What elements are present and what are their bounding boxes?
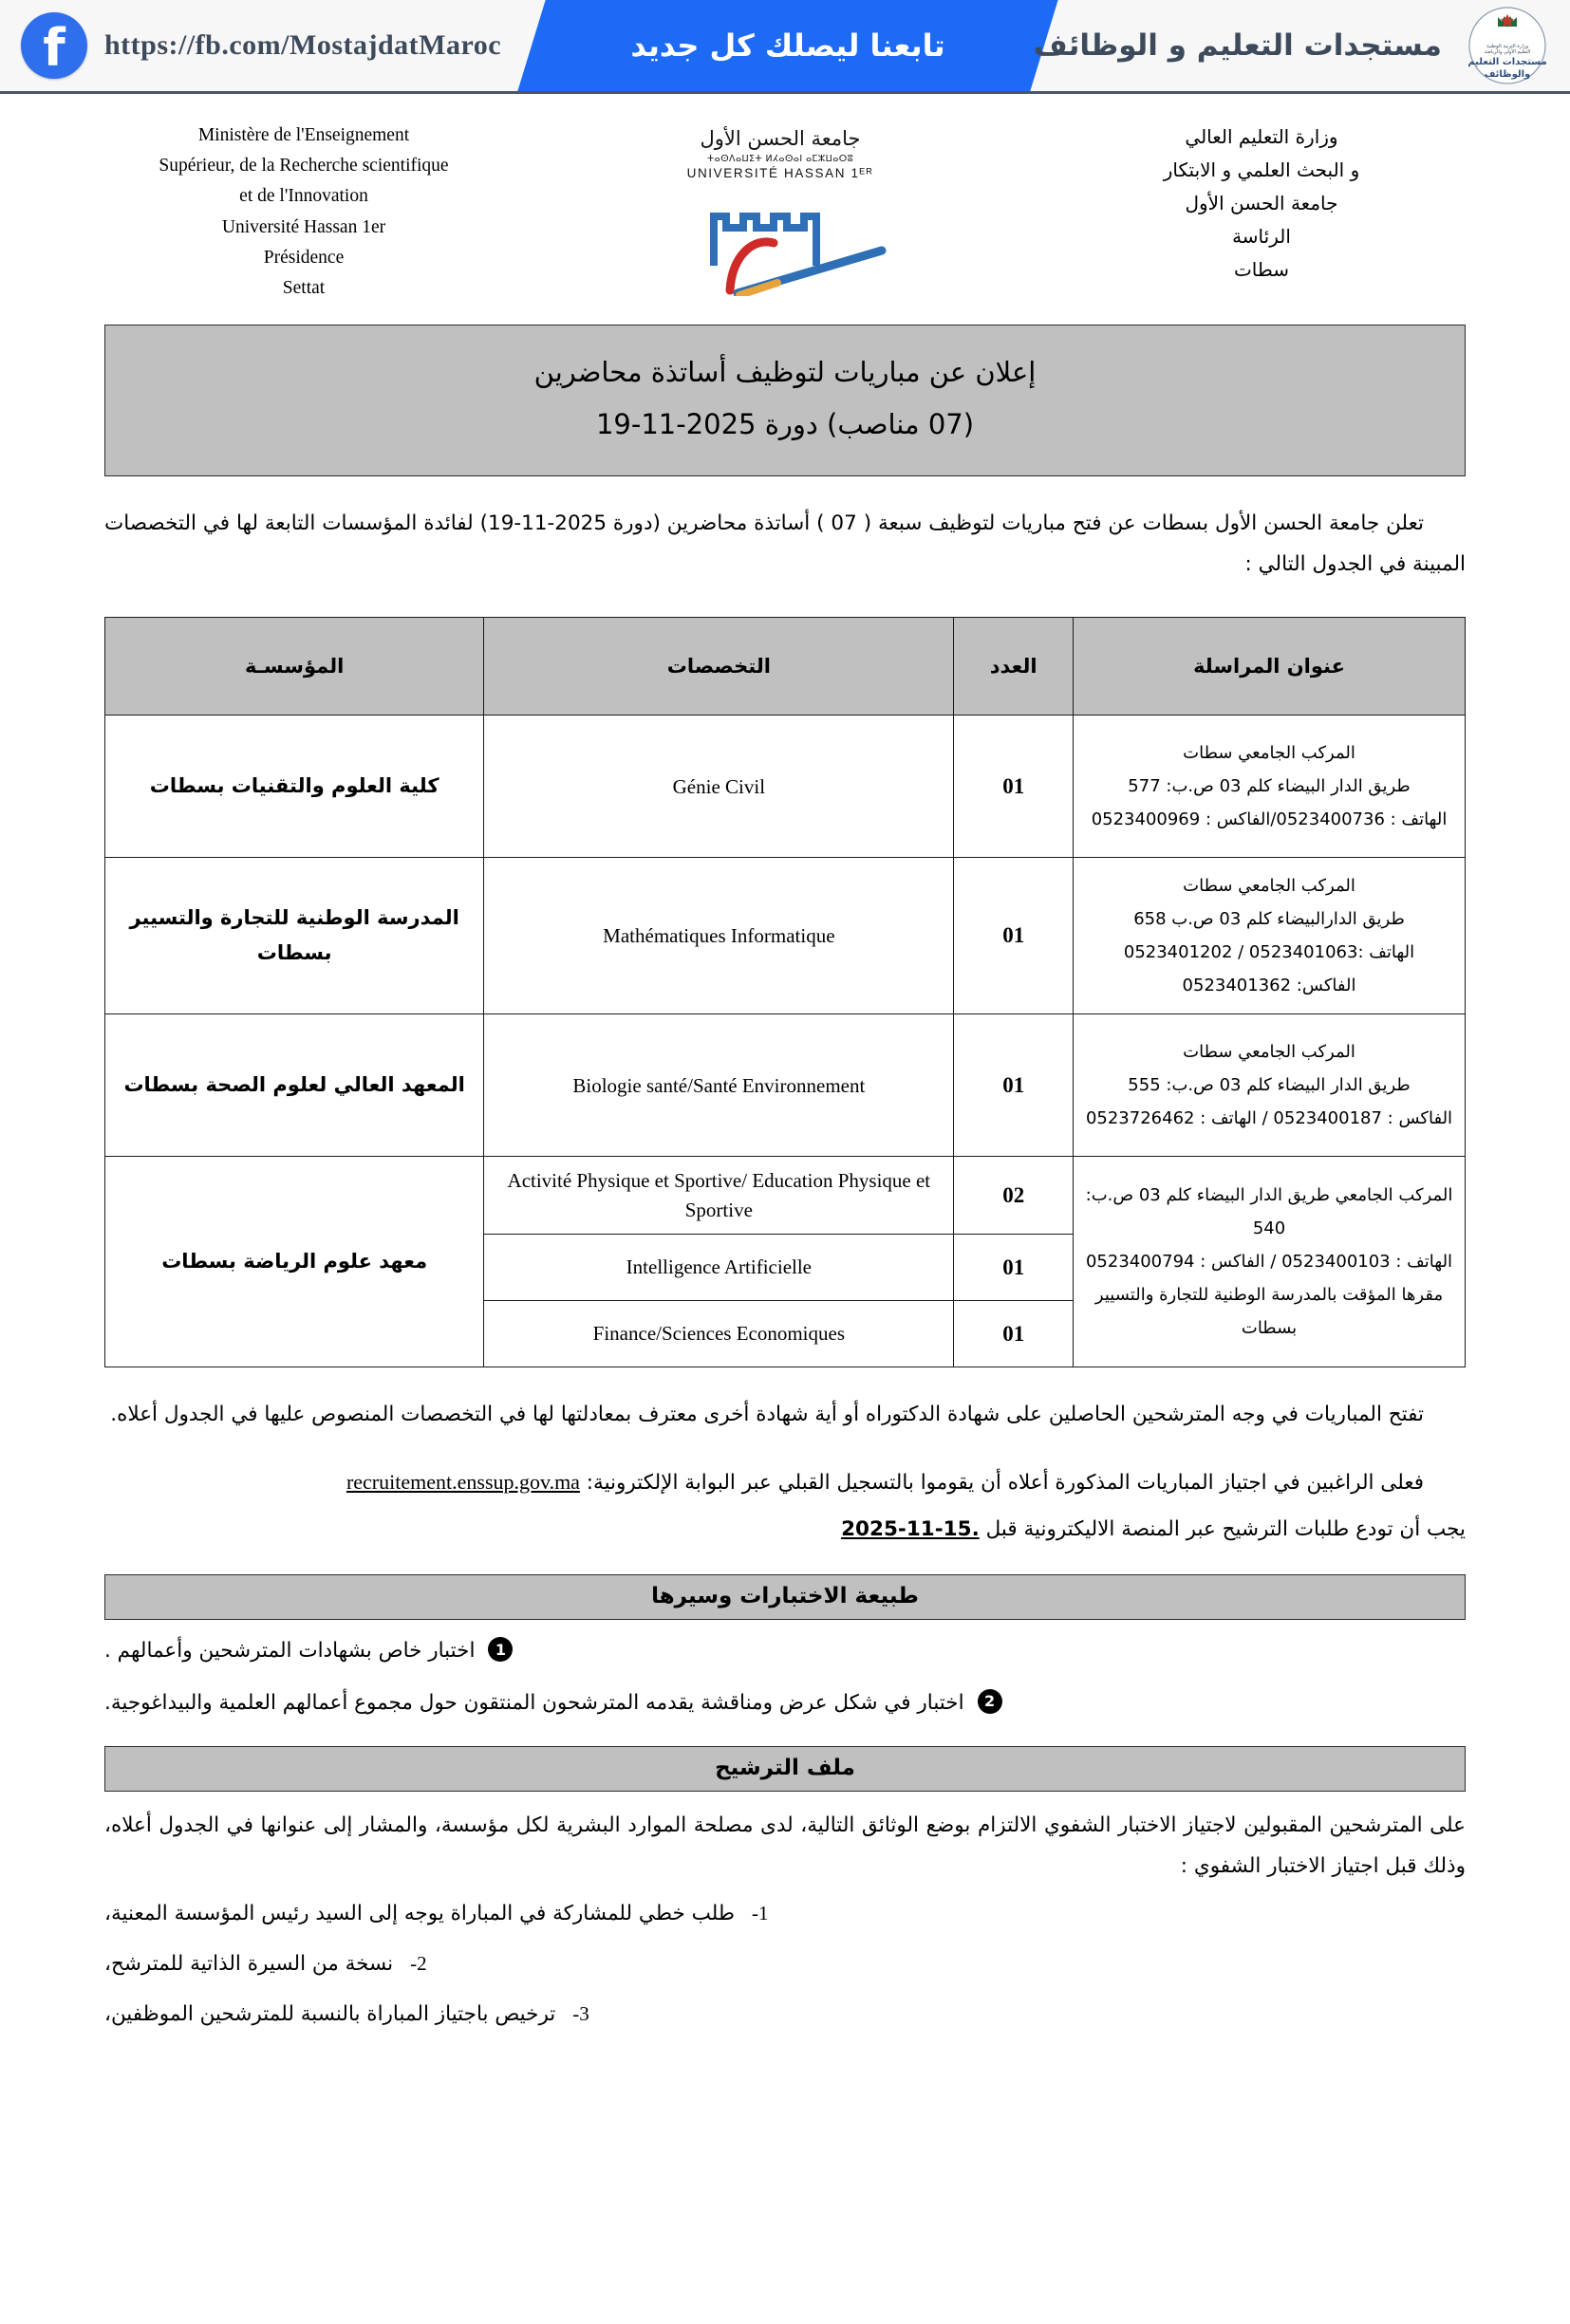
doc-item-number: -1 — [751, 1902, 769, 1925]
address-line: طريق الدارالبيضاء كلم 03 ص.ب 658 — [1133, 909, 1405, 930]
deadline-date: 2025-11-15. — [841, 1517, 980, 1542]
table-row — [105, 858, 1466, 1014]
doc-item-number: -3 — [572, 2001, 589, 2025]
doc-item-text: نسخة من السيرة الذاتية للمترشح، — [104, 1952, 394, 1977]
exam-item-text: اختبار خاص بشهادات المترشحين وأعمالهم . — [104, 1639, 476, 1664]
registration-text: فعلى الراغبين في اجتياز المباريات المذكورة أعلاه أن يقوموا بالتسجيل القبلي عبر البوابة الإلكترونية: — [586, 1471, 1424, 1496]
table-row — [105, 1157, 1466, 1235]
list-item — [104, 1946, 1466, 1983]
address-line: طريق الدار البيضاء كلم 03 ص.ب: 555 — [1128, 1075, 1411, 1096]
address-line: المركب الجامعي سطات — [1183, 743, 1355, 764]
letterhead-ar-line: جامعة الحسن الأول — [1185, 192, 1338, 214]
address-line: المركب الجامعي طريق الدار البيضاء كلم 03 ص.ب: 540 — [1085, 1184, 1453, 1239]
letterhead-fr-line: Présidence — [263, 247, 345, 268]
cell-establishment: معهد علوم الرياضة بسطات — [105, 1157, 484, 1367]
cell-count: 01 — [954, 1235, 1074, 1301]
university-logo-latin: UNIVERSITÉ HASSAN 1ᴱᴿ — [686, 166, 874, 181]
table-row — [105, 1014, 1466, 1157]
letterhead-ar-line: سطات — [1233, 258, 1290, 281]
address-line: المركب الجامعي سطات — [1183, 876, 1355, 897]
positions-table — [104, 617, 1466, 1367]
letterhead-ar-line: وزارة التعليم العالي — [1185, 125, 1338, 148]
badge-line-1: مستجدات التعليم — [1467, 57, 1547, 67]
positions-table-wrapper — [104, 617, 1466, 1367]
exams-list — [104, 1633, 1466, 1721]
cell-address — [1074, 1014, 1466, 1157]
svg-text:وزارة التربية الوطنية: وزارة التربية الوطنية — [1486, 44, 1528, 49]
address-line: طريق الدار البيضاء كلم 03 ص.ب: 577 — [1128, 776, 1411, 797]
letterhead-ar-line: و البحث العلمي و الابتكار — [1163, 158, 1360, 181]
registration-paragraph — [104, 1461, 1466, 1503]
dossier-section-heading: ملف الترشيح — [104, 1746, 1466, 1792]
address-line: مقرها المؤقت بالمدرسة الوطنية للتجارة والتسيير بسطات — [1094, 1285, 1444, 1339]
banner-slab-text: تابعنا ليصلك كل جديد — [630, 28, 945, 64]
letterhead-arabic-block — [1057, 121, 1466, 287]
list-item — [104, 1896, 1466, 1933]
university-logo — [624, 121, 937, 296]
address-line: الهاتف : 0523400103 / الفاكس : 0523400794 — [1085, 1252, 1453, 1273]
table-row — [105, 716, 1466, 858]
letterhead-fr-line: Université Hassan 1er — [221, 216, 386, 237]
cell-establishment: المعهد العالي لعلوم الصحة بسطات — [105, 1014, 484, 1157]
list-item — [104, 1997, 1466, 2034]
deadline-text: يجب أن تودع طلبات الترشيح عبر المنصة الاليكترونية قبل — [985, 1517, 1466, 1542]
cell-specialty: Activité Physique et Sportive/ Education Physique et Sportive — [484, 1157, 954, 1235]
page-title-line-1: إعلان عن مباريات لتوظيف أساتذة محاضرين — [533, 356, 1037, 389]
letterhead-fr-line: et de l'Innovation — [239, 186, 368, 207]
facebook-promo-banner — [0, 0, 1570, 94]
address-line: الفاكس : 0523400187 / الهاتف : 0523726462 — [1085, 1108, 1453, 1129]
cell-address — [1074, 858, 1466, 1014]
doc-item-number: -2 — [410, 1952, 427, 1976]
th-establishment: المؤسسـة — [105, 618, 484, 716]
facebook-icon[interactable] — [21, 12, 87, 79]
cell-establishment: المدرسة الوطنية للتجارة والتسيير بسطات — [105, 858, 484, 1014]
registration-portal-link[interactable]: recruitement.enssup.gov.ma — [346, 1470, 580, 1495]
cell-specialty: Intelligence Artificielle — [484, 1235, 954, 1301]
university-logo-tifinagh: ⵜⴰⵙⴷⴰⵡⵉⵜ ⵍⵃⴰⵙⴰⵏ ⴰⵎⵣⵡⴰⵔⵓ — [706, 154, 854, 165]
cell-establishment: كلية العلوم والتقنيات بسطات — [105, 716, 484, 858]
badge-line-2: والوظائف — [1484, 69, 1531, 80]
page-title — [104, 325, 1466, 476]
list-item — [104, 1685, 1466, 1722]
facebook-link-group[interactable] — [0, 12, 590, 79]
site-logo-badge — [1458, 6, 1557, 85]
letterhead-french-block — [104, 121, 503, 304]
cell-specialty: Finance/Sciences Economiques — [484, 1301, 954, 1367]
cell-address — [1074, 1157, 1466, 1367]
svg-text:التعليم الأولي والرياضة: التعليم الأولي والرياضة — [1484, 49, 1531, 55]
university-logo-arabic: جامعة الحسن الأول — [700, 127, 861, 150]
banner-site-name: مستجدات التعليم و الوظائف — [1033, 28, 1442, 63]
th-address: عنوان المراسلة — [1074, 618, 1466, 716]
letterhead — [0, 94, 1570, 304]
facebook-f-glyph: f — [43, 18, 65, 78]
table-header-row — [105, 618, 1466, 716]
cell-count: 01 — [954, 716, 1074, 858]
cell-specialty: Génie Civil — [484, 716, 954, 858]
letterhead-fr-line: Ministère de l'Enseignement — [197, 125, 410, 145]
letterhead-fr-line: Supérieur, de la Recherche scientifique — [159, 156, 449, 177]
th-count: العدد — [954, 618, 1074, 716]
th-specialties: التخصصات — [484, 618, 954, 716]
cell-count: 02 — [954, 1157, 1074, 1235]
address-line: الفاكس: 0523401362 — [1182, 976, 1356, 996]
doc-item-text: طلب خطي للمشاركة في المباراة يوجه إلى السيد رئيس المؤسسة المعنية، — [104, 1902, 735, 1926]
address-line: الهاتف :0523401063 / 0523401202 — [1123, 942, 1415, 963]
cell-specialty: Biologie santé/Santé Environnement — [484, 1014, 954, 1157]
exams-section-heading: طبيعة الاختبارات وسيرها — [104, 1574, 1466, 1620]
facebook-url-text[interactable]: https://fb.com/MostajdatMaroc — [104, 29, 502, 61]
doc-item-text: ترخيص باجتياز المباراة بالنسبة للمترشحين الموظفين، — [104, 2001, 556, 2026]
cell-count: 01 — [954, 1014, 1074, 1157]
cell-count: 01 — [954, 858, 1074, 1014]
cell-count: 01 — [954, 1301, 1074, 1367]
university-logo-mark — [671, 184, 889, 296]
list-item — [104, 1633, 1466, 1670]
letterhead-fr-line: Settat — [282, 277, 326, 298]
page-title-line-2: (07 مناصب) دورة 2025-11-19 — [595, 408, 975, 441]
letterhead-ar-line: الرئاسة — [1232, 225, 1291, 248]
conditions-paragraph: تفتح المباريات في وجه المترشحين الحاصلين على شهادة الدكتوراه أو أية شهادة أخرى معترف بمعادلتها لها في التخصصات المنصوص عليها في الجدول أعلاه. — [110, 1403, 1424, 1427]
dossier-documents-list — [104, 1896, 1466, 2033]
address-line: المركب الجامعي سطات — [1183, 1042, 1355, 1063]
exam-item-number: 1 — [488, 1637, 513, 1662]
exam-item-number: 2 — [978, 1689, 1002, 1714]
deadline-paragraph — [104, 1509, 1466, 1550]
address-line: الهاتف : 0523400736/الفاكس : 0523400969 — [1091, 809, 1448, 830]
cell-address — [1074, 716, 1466, 858]
cell-specialty: Mathématiques Informatique — [484, 858, 954, 1014]
intro-paragraph: تعلن جامعة الحسن الأول بسطات عن فتح مباريات لتوظيف سبعة ( 07 ) أساتذة محاضرين (دورة 2025-11-19) لفائدة المؤسسات التابعة لها في التخصصات المبينة في الجدول التالي : — [104, 511, 1466, 577]
exam-item-text: اختبار في شكل عرض ومناقشة يقدمه المترشحون المنتقون حول مجموع أعمالهم العلمية والبيداغوجية. — [104, 1690, 964, 1715]
dossier-intro-paragraph: على المترشحين المقبولين لاجتياز الاختبار الشفوي الالتزام بوضع الوثائق التالية، لدى مصلحة الموارد البشرية لكل مؤسسة، والمشار إلى عنوانها في الجدول أعلاه، وذلك قبل اجتياز الاختبار الشفوي : — [104, 1813, 1466, 1879]
